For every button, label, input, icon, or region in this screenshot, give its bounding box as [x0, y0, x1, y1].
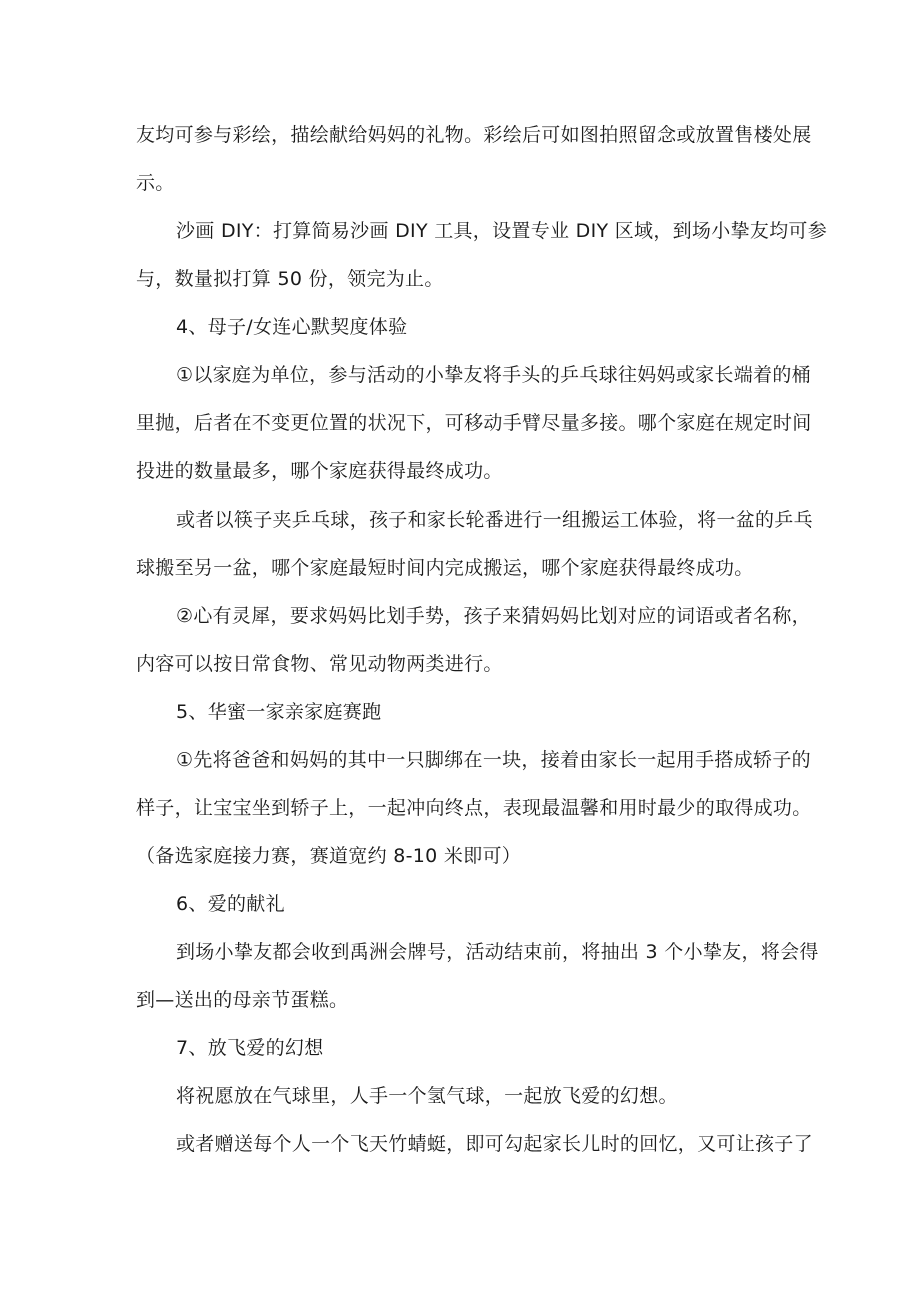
paragraph-line: ①以家庭为单位，参与活动的小挚友将手头的乒乓球往妈妈或家长端着的桶	[176, 364, 811, 386]
paragraph-line: 球搬至另一盆，哪个家庭最短时间内完成搬运，哪个家庭获得最终成功。	[136, 557, 754, 579]
paragraph-line: 或者以筷子夹乒乓球，孩子和家长轮番进行一组搬运工体验，将一盆的乒乓	[176, 509, 813, 531]
section-heading: 4、母子/女连心默契度体验	[176, 316, 408, 338]
paragraph-line: 将祝愿放在气球里，人手一个氢气球，一起放飞爱的幻想。	[176, 1085, 678, 1107]
section-heading: 7、放飞爱的幻想	[176, 1037, 324, 1059]
paragraph-line: （备选家庭接力赛，赛道宽约 8-10 米即可）	[136, 845, 522, 867]
paragraph-line: 沙画 DIY：打算简易沙画 DIY 工具，设置专业 DIY 区域，到场小挚友均可参	[176, 220, 828, 242]
paragraph-line: 友均可参与彩绘，描绘献给妈妈的礼物。彩绘后可如图拍照留念或放置售楼处展	[136, 124, 812, 146]
paragraph-line: 与，数量拟打算 50 份，领完为止。	[136, 268, 444, 290]
paragraph-line: 或者赠送每个人一个飞天竹蜻蜓，即可勾起家长儿时的回忆，又可让孩子了	[176, 1133, 813, 1155]
paragraph-line: 到—送出的母亲节蛋糕。	[136, 989, 349, 1011]
section-heading: 6、爱的献礼	[176, 893, 285, 915]
paragraph-line: 样子，让宝宝坐到轿子上，一起冲向终点，表现最温馨和用时最少的取得成功。	[136, 797, 812, 819]
paragraph-line: 里抛，后者在不变更位置的状况下，可移动手臂尽量多接。哪个家庭在规定时间	[136, 412, 812, 434]
paragraph-line: 投进的数量最多，哪个家庭获得最终成功。	[136, 460, 503, 482]
paragraph-line: ①先将爸爸和妈妈的其中一只脚绑在一块，接着由家长一起用手搭成轿子的	[176, 749, 811, 771]
paragraph-line: 示。	[136, 172, 175, 194]
paragraph-line: 内容可以按日常食物、常见动物两类进行。	[136, 653, 503, 675]
paragraph-line: ②心有灵犀，要求妈妈比划手势，孩子来猜妈妈比划对应的词语或者名称，	[176, 605, 811, 627]
paragraph-line: 到场小挚友都会收到禹洲会牌号，活动结束前，将抽出 3 个小挚友，将会得	[176, 941, 819, 963]
section-heading: 5、华蜜一家亲家庭赛跑	[176, 701, 382, 723]
